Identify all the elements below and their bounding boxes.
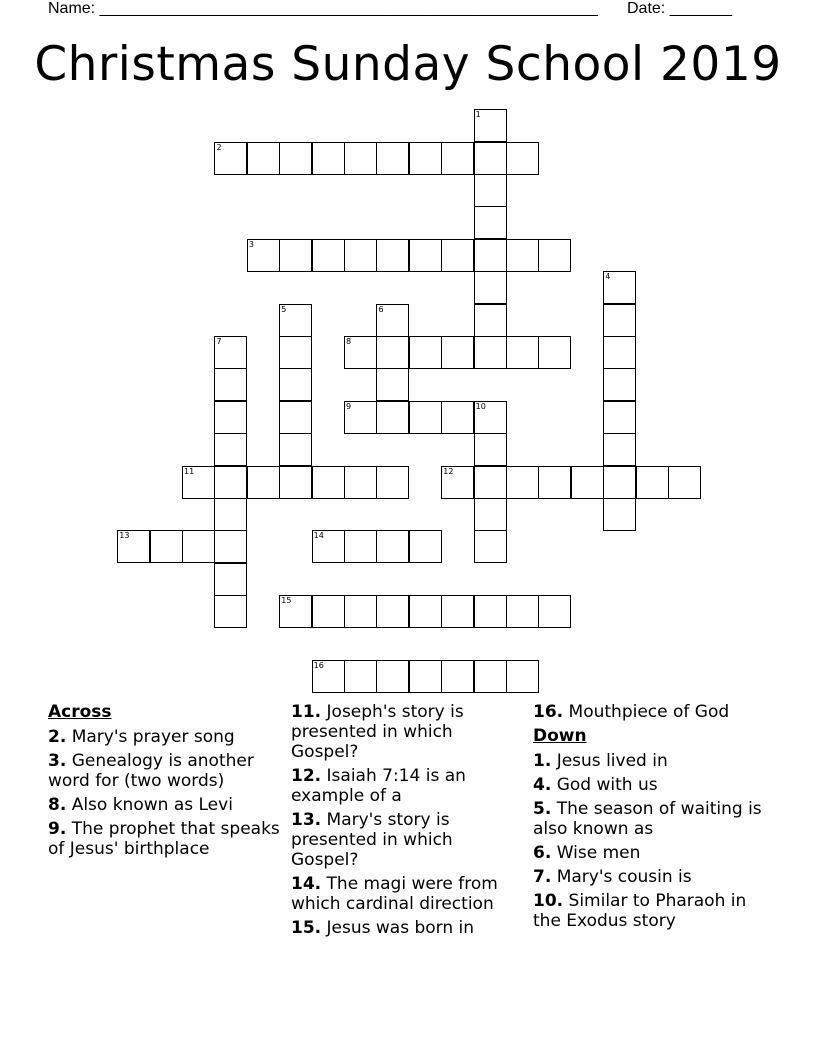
crossword-cell[interactable] <box>279 239 312 272</box>
clue-number: 9. <box>48 819 67 839</box>
crossword-cell[interactable] <box>474 595 507 628</box>
cell-number: 7 <box>216 337 222 347</box>
clue-text: God with us <box>556 775 658 795</box>
crossword-cell[interactable] <box>603 401 636 434</box>
crossword-cell[interactable] <box>344 336 377 369</box>
crossword-cell[interactable] <box>214 498 247 531</box>
page-title: Christmas Sunday School 2019 <box>34 37 782 92</box>
crossword-cell[interactable] <box>538 466 571 499</box>
clue-across-13 <box>291 810 523 870</box>
crossword-cell[interactable] <box>474 304 507 337</box>
crossword-cell[interactable] <box>506 660 539 693</box>
crossword-cell[interactable] <box>409 142 442 175</box>
clue-text: The magi were from which cardinal direction <box>291 874 498 914</box>
cell-number: 13 <box>119 531 130 541</box>
crossword-cell[interactable] <box>603 271 636 304</box>
crossword-cell[interactable] <box>150 530 183 563</box>
cell-number: 9 <box>346 401 352 411</box>
crossword-cell[interactable] <box>247 142 280 175</box>
clues-column-3 <box>533 702 765 935</box>
clue-across-15 <box>291 918 523 938</box>
clues-column-1 <box>48 702 280 863</box>
clue-across-11 <box>291 702 523 762</box>
crossword-cell[interactable] <box>344 595 377 628</box>
crossword-cell[interactable] <box>474 142 507 175</box>
crossword-cell[interactable] <box>474 271 507 304</box>
cell-number: 10 <box>475 401 486 411</box>
crossword-cell[interactable] <box>506 466 539 499</box>
clue-number: 4. <box>533 775 552 795</box>
cell-number: 3 <box>248 239 254 249</box>
crossword-cell[interactable] <box>441 401 474 434</box>
clue-number: 7. <box>533 867 552 887</box>
cell-number: 12 <box>443 466 454 476</box>
clue-number: 1. <box>533 751 552 771</box>
clue-down-5 <box>533 799 765 839</box>
crossword-cell[interactable] <box>409 595 442 628</box>
crossword-cell[interactable] <box>279 401 312 434</box>
crossword-cell[interactable] <box>603 336 636 369</box>
crossword-cell[interactable] <box>279 433 312 466</box>
crossword-cell[interactable] <box>214 336 247 369</box>
clue-number: 12. <box>291 766 322 786</box>
crossword-cell[interactable] <box>441 336 474 369</box>
clue-number: 8. <box>48 795 67 815</box>
clue-across-16 <box>533 702 765 722</box>
crossword-cell[interactable] <box>312 660 345 693</box>
clue-text: Similar to Pharaoh in the Exodus story <box>533 891 747 931</box>
crossword-cell[interactable] <box>538 595 571 628</box>
crossword-cell[interactable] <box>117 530 150 563</box>
date-field[interactable]: _______ <box>669 0 732 17</box>
crossword-cell[interactable] <box>441 466 474 499</box>
crossword-cell[interactable] <box>441 595 474 628</box>
crossword-cell[interactable] <box>279 466 312 499</box>
clue-down-10 <box>533 891 765 931</box>
crossword-cell[interactable] <box>474 433 507 466</box>
name-field[interactable]: ________________________________________________________ <box>99 0 598 17</box>
crossword-cell[interactable] <box>474 660 507 693</box>
crossword-cell[interactable] <box>312 530 345 563</box>
crossword-cell[interactable] <box>571 466 604 499</box>
crossword-cell[interactable] <box>538 239 571 272</box>
crossword-cell[interactable] <box>344 401 377 434</box>
crossword-cell[interactable] <box>376 336 409 369</box>
clue-number: 3. <box>48 751 67 771</box>
clue-text: The season of waiting is also known as <box>533 799 762 839</box>
cell-number: 4 <box>605 272 611 282</box>
clue-text: Mary's cousin is <box>556 867 692 887</box>
clue-down-7 <box>533 867 765 887</box>
crossword-cell[interactable] <box>409 530 442 563</box>
crossword-cell[interactable] <box>603 498 636 531</box>
crossword-cell[interactable] <box>603 304 636 337</box>
crossword-cell[interactable] <box>441 660 474 693</box>
cell-number: 6 <box>378 304 384 314</box>
crossword-cell[interactable] <box>376 368 409 401</box>
clue-text: Mouthpiece of God <box>568 702 730 722</box>
clue-text: Isaiah 7:14 is an example of a <box>291 766 466 806</box>
crossword-cell[interactable] <box>214 563 247 596</box>
clue-down-6 <box>533 843 765 863</box>
clue-number: 14. <box>291 874 322 894</box>
clue-across-3 <box>48 751 280 791</box>
crossword-cell[interactable] <box>474 466 507 499</box>
crossword-cell[interactable] <box>603 368 636 401</box>
crossword-cell[interactable] <box>214 466 247 499</box>
crossword-cell[interactable] <box>214 433 247 466</box>
cell-number: 1 <box>475 110 481 120</box>
crossword-cell[interactable] <box>279 595 312 628</box>
crossword-cell[interactable] <box>474 239 507 272</box>
clue-across-9 <box>48 819 280 859</box>
cell-number: 8 <box>346 337 352 347</box>
crossword-cell[interactable] <box>344 660 377 693</box>
crossword-cell[interactable] <box>668 466 701 499</box>
clue-number: 15. <box>291 918 322 938</box>
crossword-cell[interactable] <box>474 401 507 434</box>
crossword-cell[interactable] <box>506 239 539 272</box>
crossword-cell[interactable] <box>182 466 215 499</box>
crossword-cell[interactable] <box>538 336 571 369</box>
crossword-cell[interactable] <box>474 336 507 369</box>
crossword-cell[interactable] <box>376 142 409 175</box>
crossword-cell[interactable] <box>474 530 507 563</box>
crossword-cell[interactable] <box>603 466 636 499</box>
crossword-cell[interactable] <box>344 239 377 272</box>
crossword-cell[interactable] <box>441 142 474 175</box>
clue-number: 6. <box>533 843 552 863</box>
clue-text: Mary's story is presented in which Gospel? <box>291 810 453 870</box>
clue-down-4 <box>533 775 765 795</box>
crossword-cell[interactable] <box>376 466 409 499</box>
cell-number: 16 <box>313 661 324 671</box>
crossword-cell[interactable] <box>376 304 409 337</box>
crossword-cell[interactable] <box>214 401 247 434</box>
down-heading: Down <box>533 726 587 746</box>
clue-text: The prophet that speaks of Jesus' birthplace <box>48 819 280 859</box>
clue-number: 10. <box>533 891 564 911</box>
crossword-cell[interactable] <box>279 142 312 175</box>
crossword-cell[interactable] <box>409 336 442 369</box>
crossword-cell[interactable] <box>636 466 669 499</box>
crossword-cell[interactable] <box>441 239 474 272</box>
crossword-cell[interactable] <box>247 466 280 499</box>
crossword-cell[interactable] <box>214 530 247 563</box>
across-heading: Across <box>48 702 112 722</box>
cell-number: 14 <box>313 531 324 541</box>
clue-number: 2. <box>48 727 67 747</box>
clue-text: Jesus was born in <box>326 918 475 938</box>
crossword-cell[interactable] <box>279 368 312 401</box>
crossword-cell[interactable] <box>376 530 409 563</box>
crossword-cell[interactable] <box>603 433 636 466</box>
crossword-cell[interactable] <box>182 530 215 563</box>
crossword-cell[interactable] <box>214 142 247 175</box>
crossword-cell[interactable] <box>312 142 345 175</box>
crossword-cell[interactable] <box>409 239 442 272</box>
clue-number: 16. <box>533 702 564 722</box>
clue-number: 13. <box>291 810 322 830</box>
crossword-cell[interactable] <box>474 498 507 531</box>
crossword-cell[interactable] <box>409 660 442 693</box>
clue-across-2 <box>48 727 280 747</box>
clue-text: Mary's prayer song <box>71 727 235 747</box>
cell-number: 5 <box>281 304 287 314</box>
crossword-cell[interactable] <box>344 142 377 175</box>
crossword-cell[interactable] <box>474 174 507 207</box>
clue-down-1 <box>533 751 765 771</box>
crossword-cell[interactable] <box>279 304 312 337</box>
crossword-cell[interactable] <box>312 239 345 272</box>
crossword-cell[interactable] <box>312 466 345 499</box>
cell-number: 11 <box>184 466 195 476</box>
clue-text: Jesus lived in <box>556 751 668 771</box>
crossword-cell[interactable] <box>214 595 247 628</box>
clue-text: Joseph's story is presented in which Gospel? <box>291 702 464 762</box>
crossword-cell[interactable] <box>506 142 539 175</box>
clues-column-2 <box>291 702 523 942</box>
crossword-cell[interactable] <box>279 336 312 369</box>
crossword-cell[interactable] <box>376 239 409 272</box>
crossword-cell[interactable] <box>409 401 442 434</box>
crossword-cell[interactable] <box>344 466 377 499</box>
crossword-cell[interactable] <box>214 368 247 401</box>
crossword-cell[interactable] <box>506 336 539 369</box>
crossword-cell[interactable] <box>506 595 539 628</box>
cell-number: 15 <box>281 596 292 606</box>
crossword-cell[interactable] <box>376 595 409 628</box>
crossword-cell[interactable] <box>312 595 345 628</box>
clue-across-12 <box>291 766 523 806</box>
cell-number: 2 <box>216 142 222 152</box>
clue-text: Wise men <box>556 843 641 863</box>
clue-text: Also known as Levi <box>71 795 233 815</box>
clue-number: 5. <box>533 799 552 819</box>
clue-number: 11. <box>291 702 322 722</box>
crossword-cell[interactable] <box>376 401 409 434</box>
crossword-cell[interactable] <box>474 206 507 239</box>
crossword-cell[interactable] <box>376 660 409 693</box>
crossword-cell[interactable] <box>247 239 280 272</box>
date-label: Date: <box>627 0 666 17</box>
clue-across-14 <box>291 874 523 914</box>
clue-text: Genealogy is another word for (two words) <box>48 751 254 791</box>
crossword-cell[interactable] <box>344 530 377 563</box>
crossword-cell[interactable] <box>474 109 507 142</box>
name-label: Name: <box>48 0 96 17</box>
clue-across-8 <box>48 795 280 815</box>
